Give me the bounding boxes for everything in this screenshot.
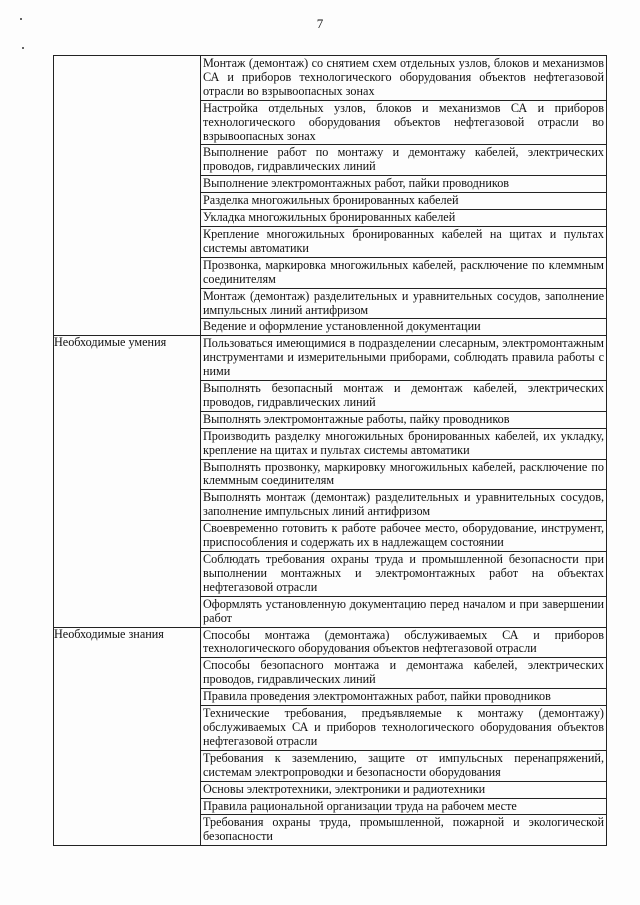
list-item: Требования охраны труда, промышленной, пожарной и экологической безопасности [203, 815, 604, 844]
scan-speck [22, 47, 24, 49]
row-items [201, 336, 607, 627]
table-row [54, 627, 607, 846]
list-item: Укладка многожильных бронированных кабелей [201, 210, 606, 227]
list-item: Своевременно готовить к работе рабочее место, оборудование, инструмент, приспособления и содержать их в надлежащем состоянии [201, 521, 606, 552]
row-items [201, 627, 607, 846]
table-row [54, 336, 607, 627]
list-item: Монтаж (демонтаж) разделительных и уравнительных сосудов, заполнение импульсных линий антифризом [201, 289, 606, 320]
row-label: Необходимые знания [54, 627, 201, 846]
list-item: Выполнение работ по монтажу и демонтажу кабелей, электрических проводов, гидравлических линий [201, 145, 606, 176]
list-item: Правила проведения электромонтажных работ, пайки проводников [201, 689, 606, 706]
row-label [54, 56, 201, 336]
list-item: Оформлять установленную документацию перед началом и при завершении работ [203, 596, 604, 625]
list-item: Способы монтажа (демонтажа) обслуживаемых СА и приборов технологического оборудования объектов нефтегазовой отрасли [201, 628, 606, 659]
list-item: Выполнять монтаж (демонтаж) разделительных и уравнительных сосудов, заполнение импульсных линий антифризом [201, 490, 606, 521]
list-item: Настройка отдельных узлов, блоков и механизмов СА и приборов технологического оборудования объектов нефтегазовой отрасли во взрывоопасных зонах [201, 101, 606, 146]
list-item: Соблюдать требования охраны труда и промышленной безопасности при выполнении монтажных и электромонтажных работ на объектах нефтегазовой отрасли [201, 552, 606, 597]
list-item: Технические требования, предъявляемые к монтажу (демонтажу) обслуживаемых СА и приборов технологического оборудования объектов нефтегазовой отрасли [201, 706, 606, 751]
list-item: Выполнять безопасный монтаж и демонтаж кабелей, электрических проводов, гидравлических линий [201, 381, 606, 412]
list-item: Крепление многожильных бронированных кабелей на щитах и пультах системы автоматики [201, 227, 606, 258]
list-item: Основы электротехники, электроники и радиотехники [201, 782, 606, 799]
list-item: Производить разделку многожильных бронированных кабелей, их укладку, крепление на щитах и пультах системы автоматики [201, 429, 606, 460]
list-item: Ведение и оформление установленной документации [203, 319, 481, 334]
list-item: Выполнять электромонтажные работы, пайку проводников [201, 412, 606, 429]
table-body [54, 56, 607, 846]
list-item: Правила рациональной организации труда на рабочем месте [201, 799, 606, 816]
competency-table [53, 55, 607, 846]
list-item: Разделка многожильных бронированных кабелей [201, 193, 606, 210]
row-label: Необходимые умения [54, 336, 201, 627]
list-item: Монтаж (демонтаж) со снятием схем отдельных узлов, блоков и механизмов СА и приборов технологического оборудования объектов нефтегазовой отрасли во взрывоопасных зонах [201, 56, 606, 101]
list-item: Выполнять прозвонку, маркировку многожильных кабелей, расключение по клеммным соединителям [201, 460, 606, 491]
list-item: Выполнение электромонтажных работ, пайки проводников [201, 176, 606, 193]
row-items [201, 56, 607, 336]
table-row [54, 56, 607, 336]
page-number: 7 [316, 16, 324, 31]
list-item: Способы безопасного монтажа и демонтажа кабелей, электрических проводов, гидравлических линий [201, 658, 606, 689]
list-item: Прозвонка, маркировка многожильных кабелей, расключение по клеммным соединителям [201, 258, 606, 289]
list-item: Пользоваться имеющимися в подразделении слесарным, электромонтажным инструментами и измерительными приборами, соблюдать правила работы с ними [201, 336, 606, 381]
list-item: Требования к заземлению, защите от импульсных перенапряжений, системам электропроводки и безопасности оборудования [201, 751, 606, 782]
